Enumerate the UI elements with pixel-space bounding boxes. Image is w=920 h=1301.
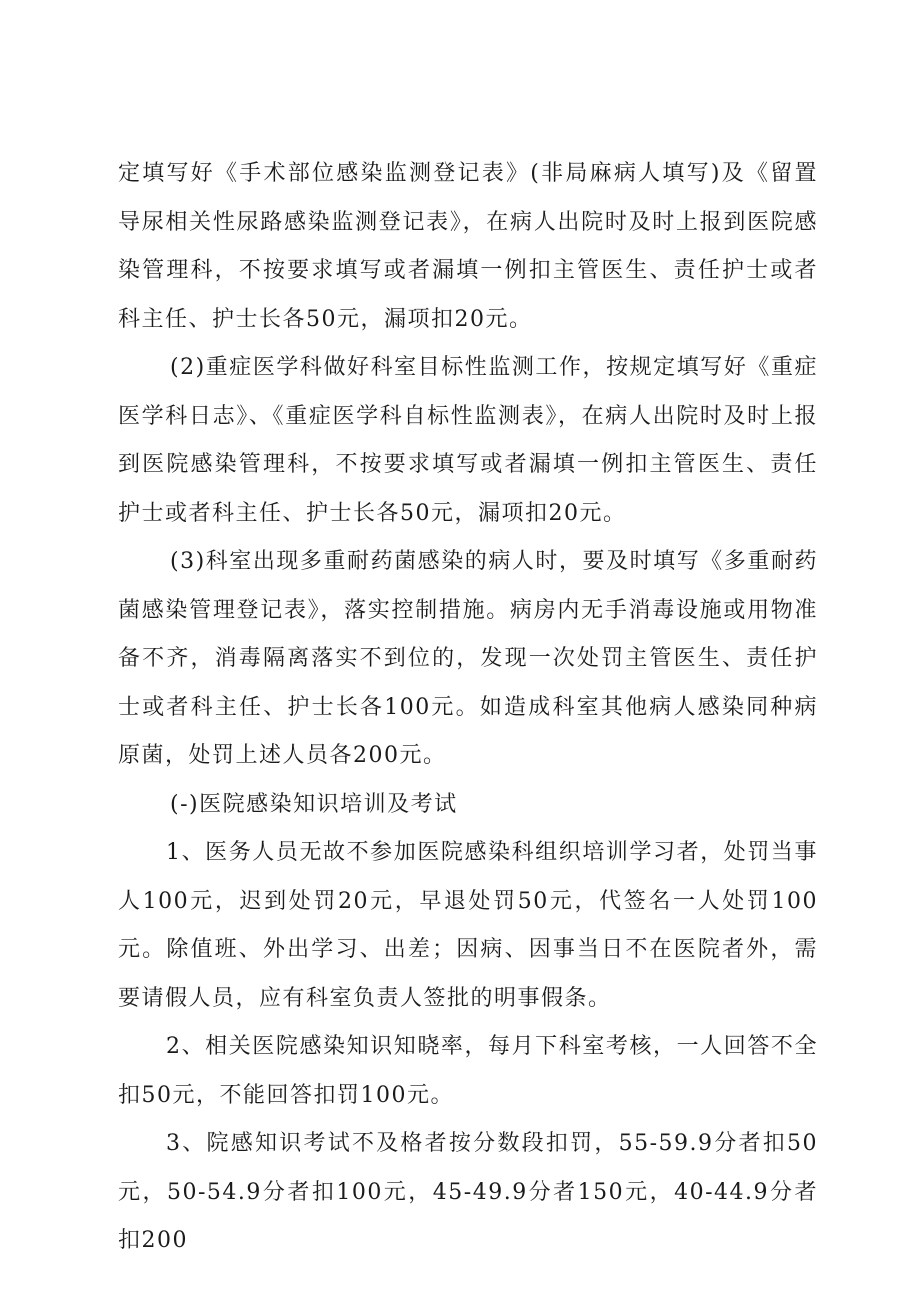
paragraph-multidrug-resistant: (3)科室出现多重耐药菌感染的病人时，要及时填写《多重耐药菌感染管理登记表》，落实控制措施。病房内无手消毒设施或用物准备不齐，消毒隔离落实不到位的，发现一次处罚主管医生、责任护士或者科主任、护士长各100元。如造成科室其他病人感染同种病原菌，处罚上述人员各200元。 [118,549,818,768]
paragraph-icu-monitoring: (2)重症医学科做好科室目标性监测工作，按规定填写好《重症医学科日志》、《重症医学科自标性监测表》，在病人出院时及时上报到医院感染管理科，不按要求填写或者漏填一例扣主管医生、责任护士或者科主任、护士长各50元，漏项扣20元。 [118,355,818,526]
paragraph-exam-penalties: 3、院感知识考试不及格者按分数段扣罚，55-59.9分者扣50元，50-54.9分者扣100元，45-49.9分者150元，40-44.9分者扣200 [118,1131,818,1253]
section-heading-training: (-)医院感染知识培训及考试 [170,791,458,817]
paragraph-continued-monitoring-forms: 定填写好《手术部位感染监测登记表》(非局麻病人填写)及《留置导尿相关性尿路感染监测登记表》，在病人出院时及时上报到医院感染管理科，不按要求填写或者漏填一例扣主管医生、责任护士或者科主任、护士长各50元，漏项扣20元。 [118,161,818,332]
paragraph-training-attendance: 1、医务人员无故不参加医院感染科组织培训学习者，处罚当事人100元，迟到处罚20元，早退处罚50元，代签名一人处罚100元。除值班、外出学习、出差；因病、因事当日不在医院者外，需要请假人员，应有科室负责人签批的明事假条。 [118,840,818,1011]
paragraph-knowledge-awareness: 2、相关医院感染知识知晓率，每月下科室考核，一人回答不全扣50元，不能回答扣罚100元。 [118,1034,818,1108]
document-body [118,150,818,1266]
